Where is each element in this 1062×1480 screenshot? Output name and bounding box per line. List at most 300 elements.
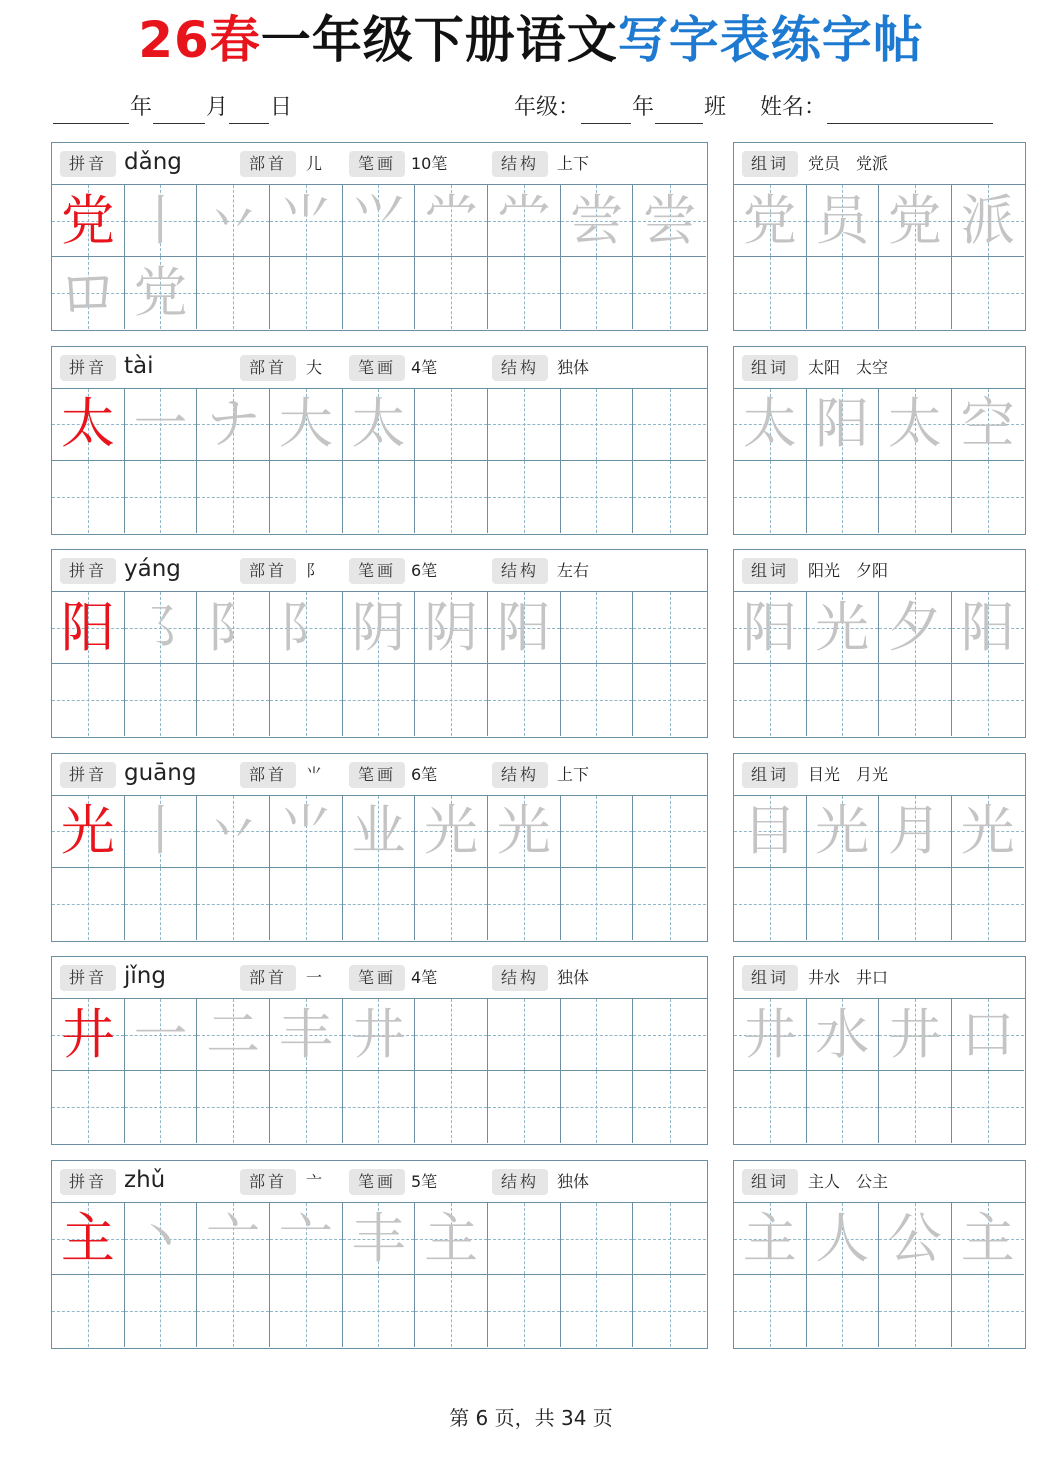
practice-cell[interactable] [52,257,125,329]
word-cell[interactable] [807,796,880,868]
stroke-order-step: ⺍ [351,188,406,252]
stroke-order-step: 一 [133,392,188,456]
practice-cell[interactable] [633,389,706,461]
practice-cell[interactable] [197,999,270,1071]
radical-value: 一 [306,968,323,988]
practice-cell[interactable] [270,1275,343,1347]
practice-cell[interactable] [197,185,270,257]
practice-cell[interactable] [415,1203,488,1275]
practice-cell[interactable] [270,664,343,736]
stroke-order-step: 𫩏 [60,261,115,324]
stroke-order-step: 丰 [278,1002,333,1066]
grade-year-label: 年 [632,95,655,120]
practice-cell[interactable] [125,868,198,940]
practice-cell[interactable] [343,389,416,461]
word-trace-character: 党 [742,188,797,252]
word-cell[interactable] [807,257,880,329]
practice-cell[interactable] [415,664,488,736]
practice-cell[interactable] [633,1071,706,1143]
word-cell[interactable] [807,185,880,257]
char-practice-block [51,142,708,331]
pinyin-label: 拼音 [60,762,116,788]
stroke-order-step: 阴 [351,595,406,659]
word-trace-character: 井 [742,1002,797,1066]
class-label: 班 [704,95,727,120]
word-cell[interactable] [879,1071,952,1143]
practice-cell[interactable] [343,461,416,533]
practice-cell[interactable] [561,389,634,461]
model-character: 井 [60,1002,115,1066]
practice-cell[interactable] [270,1203,343,1275]
strokes-label: 笔画 [349,151,405,177]
pinyin-label: 拼音 [60,558,116,584]
practice-cell[interactable] [52,664,125,736]
char-practice-block [51,549,708,738]
practice-cell[interactable] [561,461,634,533]
day-label: 日 [270,95,293,120]
word-trace-character: 太 [887,392,942,456]
practice-cell[interactable] [197,389,270,461]
grade-blank[interactable] [581,99,631,124]
stroke-order-step: 尝 [569,188,624,252]
word-cell[interactable] [807,868,880,940]
word-cell[interactable] [807,592,880,664]
words-label: 组词 [742,355,798,381]
practice-cell[interactable] [633,1275,706,1347]
word-cell[interactable] [952,1275,1025,1347]
practice-cell[interactable] [270,999,343,1071]
practice-cell[interactable] [415,257,488,329]
word-cell[interactable] [879,868,952,940]
year-blank[interactable] [53,99,129,124]
page-title [0,8,1062,72]
practice-cell[interactable] [125,1071,198,1143]
practice-cell[interactable] [270,257,343,329]
practice-cell[interactable] [52,1071,125,1143]
word-trace-character: 派 [960,188,1015,252]
practice-cell[interactable] [52,1275,125,1347]
pinyin-label: 拼音 [60,151,116,177]
practice-cell[interactable] [415,592,488,664]
strokes-value: 4笔 [411,968,438,988]
radical-label: 部首 [240,1169,296,1195]
structure-label: 结构 [492,355,548,381]
practice-cell[interactable] [270,868,343,940]
word-practice-block [733,346,1026,535]
word-trace-character: 员 [815,188,870,252]
word-cell[interactable] [807,1203,880,1275]
practice-cell[interactable] [633,185,706,257]
word-trace-character: 阳 [960,595,1015,659]
practice-cell[interactable] [415,389,488,461]
pinyin-value: yáng [124,556,181,583]
structure-label: 结构 [492,1169,548,1195]
stroke-order-step: 尝 [642,188,697,252]
char-info-header [52,550,707,592]
word-trace-character: 空 [960,392,1015,456]
practice-cell[interactable] [125,461,198,533]
structure-value: 独体 [557,968,590,988]
radical-label: 部首 [240,965,296,991]
practice-cell[interactable] [125,664,198,736]
practice-cell[interactable] [415,185,488,257]
stroke-order-step: 亠 [278,1206,333,1270]
words-label: 组词 [742,965,798,991]
practice-cell[interactable] [561,592,634,664]
radical-label: 部首 [240,558,296,584]
date-line [52,92,292,124]
practice-cell[interactable] [561,257,634,329]
practice-cell[interactable] [197,796,270,868]
word-cell[interactable] [879,461,952,533]
name-blank[interactable] [827,99,993,124]
words-label: 组词 [742,558,798,584]
practice-cell[interactable] [488,185,561,257]
char-practice-block [51,956,708,1145]
strokes-value: 5笔 [411,1172,438,1191]
strokes-value: 6笔 [411,764,438,784]
practice-cell[interactable] [488,664,561,736]
word-cell[interactable] [734,592,807,664]
strokes-value: 10笔 [411,154,448,173]
practice-cell[interactable] [561,1071,634,1143]
month-label: 月 [206,95,229,120]
words-header [734,1161,1025,1203]
practice-cell[interactable] [561,185,634,257]
word-cell[interactable] [879,664,952,736]
words-value: 目光 月光 [808,764,889,784]
word-cell[interactable] [952,1071,1025,1143]
words-header [734,550,1025,592]
practice-cell[interactable] [125,389,198,461]
stroke-order-step: ㇌ [133,595,188,659]
stroke-order-step: 阴 [424,595,479,659]
word-cell[interactable] [807,461,880,533]
word-trace-character: 公 [887,1206,942,1270]
practice-cell[interactable] [270,796,343,868]
word-cell[interactable] [952,592,1025,664]
practice-cell[interactable] [52,1203,125,1275]
practice-cell[interactable] [125,592,198,664]
structure-label: 结构 [492,762,548,788]
char-practice-block [51,1160,708,1349]
word-trace-character: 光 [815,799,870,863]
word-cell[interactable] [879,1275,952,1347]
word-practice-block [733,142,1026,331]
practice-cell[interactable] [52,796,125,868]
practice-cell[interactable] [197,257,270,329]
practice-cell[interactable] [488,1203,561,1275]
word-trace-character: 光 [815,595,870,659]
practice-cell[interactable] [561,1203,634,1275]
practice-cell[interactable] [488,592,561,664]
page-number: 第 6 页，共 34 页 [449,1406,613,1430]
practice-cell[interactable] [197,592,270,664]
practice-cell[interactable] [488,1071,561,1143]
practice-cell[interactable] [270,461,343,533]
practice-cell[interactable] [561,664,634,736]
stroke-order-step: 阳 [496,595,551,659]
stroke-order-step: ⺌ [278,799,333,863]
practice-cell[interactable] [270,592,343,664]
practice-cell[interactable] [488,868,561,940]
stroke-order-step: 阝 [278,595,333,659]
practice-cell[interactable] [561,999,634,1071]
practice-cell[interactable] [343,185,416,257]
stroke-order-step: 龸 [424,188,479,252]
structure-value: 上下 [557,154,590,173]
practice-cell[interactable] [415,868,488,940]
word-cell[interactable] [734,664,807,736]
stroke-order-step: 大 [278,392,333,456]
practice-cell[interactable] [633,796,706,868]
structure-value: 左右 [557,561,590,581]
radical-label: 部首 [240,355,296,381]
title-grade: 一年级下册语文 [260,11,618,69]
stroke-order-step: 丷 [206,799,261,863]
practice-cell[interactable] [633,664,706,736]
char-info-header [52,957,707,999]
practice-cell[interactable] [343,664,416,736]
model-character: 党 [60,188,115,252]
practice-cell[interactable] [197,664,270,736]
practice-cell[interactable] [125,999,198,1071]
char-practice-block [51,346,708,535]
word-cell[interactable] [734,257,807,329]
word-cell[interactable] [952,664,1025,736]
practice-cell[interactable] [561,1275,634,1347]
word-trace-character: 口 [960,1002,1015,1066]
words-value: 主人 公主 [808,1172,889,1191]
practice-cell[interactable] [415,461,488,533]
practice-cell[interactable] [270,1071,343,1143]
word-trace-character: 人 [815,1206,870,1270]
word-cell[interactable] [879,1203,952,1275]
practice-cell[interactable] [125,796,198,868]
words-label: 组词 [742,1169,798,1195]
word-cell[interactable] [952,257,1025,329]
word-practice-block [733,753,1026,942]
practice-cell[interactable] [125,1275,198,1347]
stroke-order-step: ナ [206,392,261,456]
words-value: 阳光 夕阳 [808,561,889,581]
practice-cell[interactable] [52,868,125,940]
char-practice-block [51,753,708,942]
char-info-header [52,347,707,389]
stroke-order-step: 丷 [206,188,261,252]
practice-cell[interactable] [633,461,706,533]
strokes-label: 笔画 [349,762,405,788]
stroke-order-step: 二 [206,1002,261,1066]
strokes-value: 6笔 [411,561,438,581]
words-value: 太阳 太空 [808,357,889,377]
words-header [734,957,1025,999]
char-info-header [52,754,707,796]
words-value: 党员 党派 [808,154,889,173]
practice-cell[interactable] [343,257,416,329]
stroke-order-step: 太 [351,392,406,456]
word-cell[interactable] [879,796,952,868]
practice-cell[interactable] [633,999,706,1071]
stroke-order-step: 丨 [133,799,188,863]
model-character: 光 [60,799,115,863]
practice-cell[interactable] [197,1071,270,1143]
practice-cell[interactable] [125,257,198,329]
stroke-order-step: 业 [351,799,406,863]
word-cell[interactable] [734,185,807,257]
word-cell[interactable] [734,1203,807,1275]
pinyin-value: guāng [124,759,197,786]
word-trace-character: 水 [815,1002,870,1066]
structure-value: 上下 [557,764,590,784]
word-cell[interactable] [952,461,1025,533]
word-practice-block [733,1160,1026,1349]
grade-label: 年级： [514,95,581,120]
practice-cell[interactable] [343,1071,416,1143]
practice-cell[interactable] [125,1203,198,1275]
word-trace-character: 目 [742,799,797,863]
stroke-order-step: 龸 [496,188,551,252]
practice-cell[interactable] [52,389,125,461]
word-trace-character: 阳 [742,595,797,659]
structure-label: 结构 [492,558,548,584]
char-info-header [52,1161,707,1203]
stroke-order-step: 丨 [133,188,188,252]
practice-cell[interactable] [415,796,488,868]
practice-cell[interactable] [343,999,416,1071]
radical-value: 阝 [306,561,323,581]
structure-value: 独体 [557,357,590,377]
pinyin-label: 拼音 [60,355,116,381]
word-cell[interactable] [734,461,807,533]
word-cell[interactable] [734,389,807,461]
month-blank[interactable] [153,99,205,124]
model-character: 主 [60,1206,115,1270]
practice-cell[interactable] [633,257,706,329]
practice-cell[interactable] [343,1275,416,1347]
practice-cell[interactable] [343,796,416,868]
practice-cell[interactable] [52,592,125,664]
class-blank[interactable] [655,99,703,124]
radical-value: 儿 [306,154,323,173]
word-cell[interactable] [807,389,880,461]
word-cell[interactable] [879,592,952,664]
words-header [734,143,1025,185]
practice-cell[interactable] [633,592,706,664]
stroke-order-step: 光 [496,799,551,863]
word-practice-block [733,549,1026,738]
word-cell[interactable] [879,389,952,461]
char-info-header [52,143,707,185]
word-cell[interactable] [879,185,952,257]
practice-cell[interactable] [415,1275,488,1347]
word-cell[interactable] [734,999,807,1071]
day-blank[interactable] [229,99,269,124]
word-trace-character: 月 [887,799,942,863]
practice-cell[interactable] [633,1203,706,1275]
practice-cell[interactable] [561,868,634,940]
stroke-order-step: 阝 [206,595,261,659]
practice-cell[interactable] [197,461,270,533]
practice-cell[interactable] [270,389,343,461]
strokes-label: 笔画 [349,355,405,381]
word-cell[interactable] [952,185,1025,257]
word-cell[interactable] [952,1203,1025,1275]
title-subject: 写字表练字帖 [617,11,924,69]
word-cell[interactable] [734,1275,807,1347]
practice-cell[interactable] [197,1275,270,1347]
practice-cell[interactable] [488,796,561,868]
word-cell[interactable] [734,1071,807,1143]
practice-cell[interactable] [343,592,416,664]
stroke-order-step: 主 [424,1206,479,1270]
word-cell[interactable] [807,1071,880,1143]
practice-cell[interactable] [52,999,125,1071]
word-cell[interactable] [734,796,807,868]
radical-value: ⺌ [306,764,323,784]
stroke-order-step: 一 [133,1002,188,1066]
model-character: 太 [60,392,115,456]
stroke-order-step: 亠 [206,1206,261,1270]
word-cell[interactable] [807,1275,880,1347]
word-trace-character: 夕 [887,595,942,659]
practice-cell[interactable] [561,796,634,868]
practice-cell[interactable] [125,185,198,257]
pinyin-value: tài [124,352,154,379]
stroke-order-step: 丰 [351,1206,406,1270]
year-label: 年 [130,95,153,120]
practice-cell[interactable] [488,257,561,329]
word-cell[interactable] [807,664,880,736]
word-practice-block [733,956,1026,1145]
stroke-order-step: 井 [351,1002,406,1066]
practice-cell[interactable] [343,1203,416,1275]
pinyin-value: zhǔ [124,1167,166,1193]
practice-cell[interactable] [52,185,125,257]
stroke-order-step: ⺌ [278,188,333,252]
words-value: 井水 井口 [808,968,889,988]
practice-cell[interactable] [488,1275,561,1347]
practice-cell[interactable] [52,461,125,533]
practice-cell[interactable] [270,185,343,257]
student-line [514,92,994,124]
structure-value: 独体 [557,1172,590,1191]
practice-cell[interactable] [415,1071,488,1143]
practice-cell[interactable] [197,868,270,940]
word-cell[interactable] [879,257,952,329]
practice-cell[interactable] [488,461,561,533]
practice-cell[interactable] [197,1203,270,1275]
strokes-label: 笔画 [349,1169,405,1195]
title-season: 26春 [138,11,261,69]
word-cell[interactable] [952,999,1025,1071]
word-cell[interactable] [952,868,1025,940]
practice-cell[interactable] [343,868,416,940]
practice-cell[interactable] [633,868,706,940]
stroke-order-step: 光 [424,799,479,863]
word-trace-character: 阳 [815,392,870,456]
radical-value: 大 [306,357,323,377]
practice-cell[interactable] [415,999,488,1071]
word-cell[interactable] [879,999,952,1071]
practice-cell[interactable] [488,389,561,461]
practice-cell[interactable] [488,999,561,1071]
word-cell[interactable] [952,796,1025,868]
word-cell[interactable] [952,389,1025,461]
word-cell[interactable] [807,999,880,1071]
word-cell[interactable] [734,868,807,940]
pinyin-label: 拼音 [60,965,116,991]
